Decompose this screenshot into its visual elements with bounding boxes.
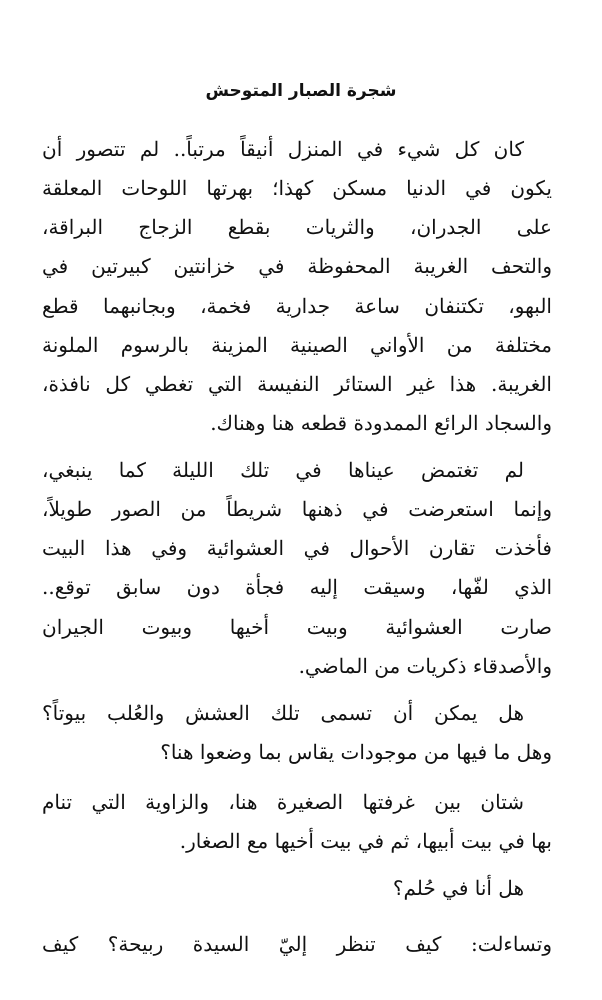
text-line: شتان بين غرفتها الصغيرة هنا، والزاوية التي تنام bbox=[42, 790, 524, 814]
text-line: والأصدقاء ذكريات من الماضي. bbox=[298, 654, 552, 678]
text-line: كان كل شيء في المنزل أنيقاً مرتباً.. لم تتصور أن bbox=[42, 137, 524, 161]
text-line: مختلفة من الأواني الصينية المزينة بالرسوم الملونة bbox=[42, 333, 552, 357]
text-line: هل أنا في حُلم؟ bbox=[392, 876, 524, 900]
text-line: والتحف الغريبة المحفوظة في خزانتين كبيرتين في bbox=[42, 254, 552, 278]
text-line: والسجاد الرائع الممدودة قطعه هنا وهناك. bbox=[210, 411, 552, 435]
text-line: وهل ما فيها من موجودات يقاس بما وضعوا هنا؟ bbox=[160, 740, 552, 764]
chapter-title: شجرة الصبار المتوحش bbox=[205, 81, 397, 101]
text-line: صارت العشوائية وبيت أخيها وبيوت الجيران bbox=[42, 615, 552, 639]
text-line: هل يمكن أن تسمى تلك العشش والعُلب بيوتاً؟ bbox=[42, 701, 524, 725]
text-line: بها في بيت أبيها، ثم في بيت أخيها مع الصغار. bbox=[179, 829, 552, 853]
text-line: البهو، تكتنفان ساعة جدارية فخمة، وبجانبهما قطع bbox=[42, 294, 552, 318]
text-line: وتساءلت: كيف تنظر إليّ السيدة ربيحة؟ كيف bbox=[42, 932, 552, 956]
text-line: فأخذت تقارن الأحوال في العشوائية وفي هذا البيت bbox=[42, 536, 552, 560]
text-line: الغريبة. هذا غير الستائر النفيسة التي تغطي كل نافذة، bbox=[42, 372, 552, 396]
text-line: لم تغتمض عيناها في تلك الليلة كما ينبغي، bbox=[42, 458, 524, 482]
text-line: يكون في الدنيا مسكن كهذا؛ بهرتها اللوحات المعلقة bbox=[42, 176, 552, 200]
text-line: على الجدران، والثريات بقطع الزجاج البراقة، bbox=[42, 215, 552, 239]
text-line: وإنما استعرضت في ذهنها شريطاً من الصور طويلاً، bbox=[42, 497, 552, 521]
text-line: الذي لفّها، وسيقت إليه فجأة دون سابق توقع.. bbox=[42, 575, 552, 599]
